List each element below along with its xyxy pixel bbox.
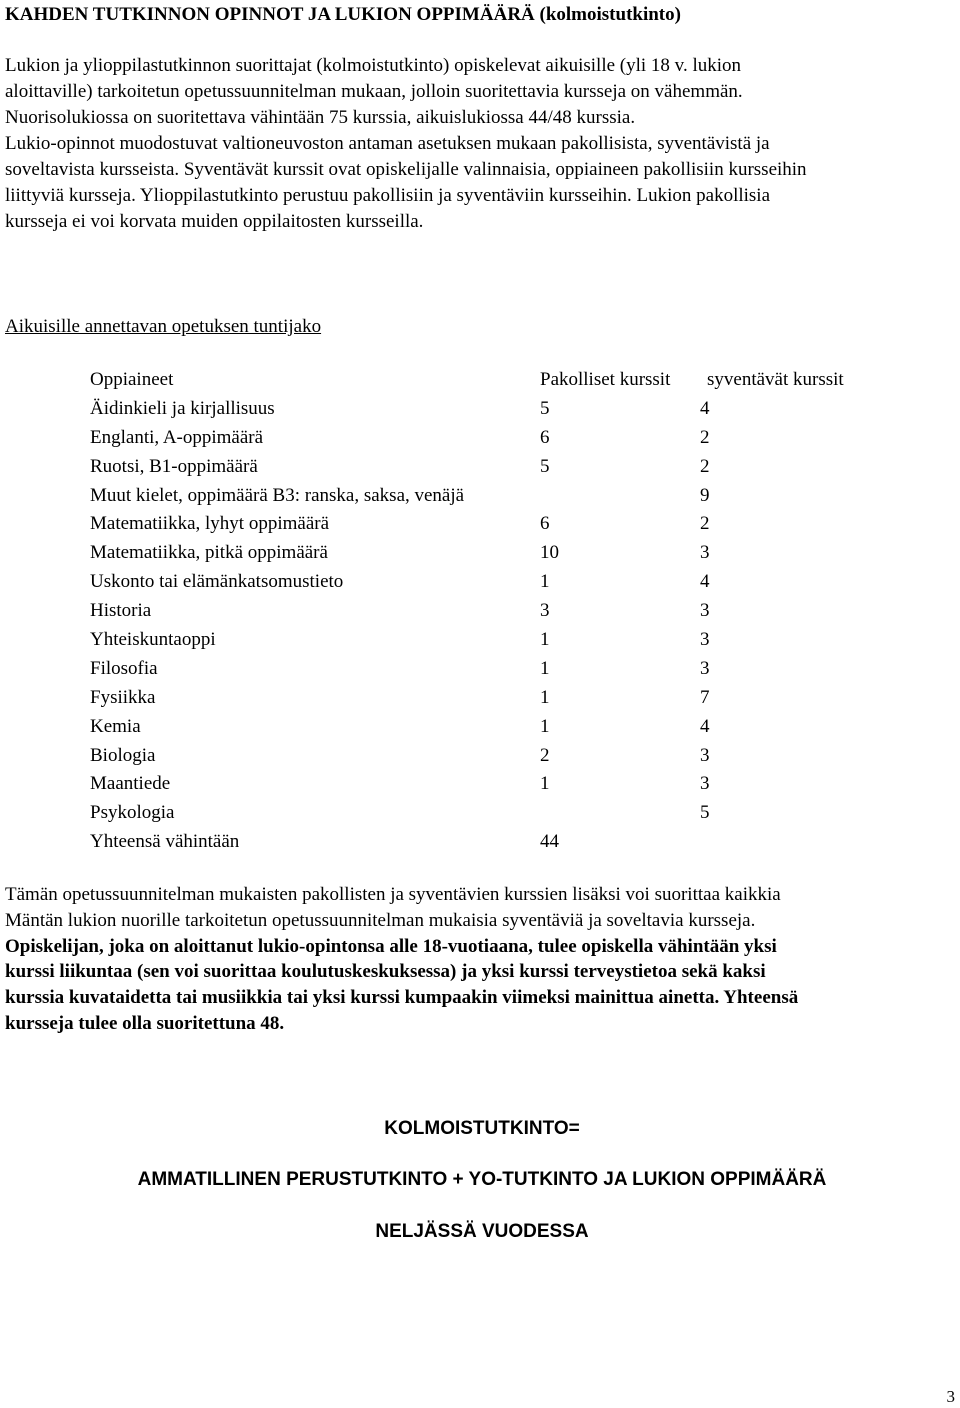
closing-line-3: NELJÄSSÄ VUODESSA (375, 1221, 589, 1242)
intro-line: kursseja ei voi korvata muiden oppilaitosten kursseilla. (5, 211, 424, 232)
cell-subject: Yhteensä vähintään (90, 831, 240, 853)
page-number: 3 (946, 1387, 955, 1406)
intro-line: aloittaville) tarkoitetun opetussuunnitelman mukaan, jolloin suoritettavia kursseja on vähemmän. (5, 81, 743, 102)
table-row (90, 568, 910, 597)
footer-bold-line: kurssi liikuntaa (sen voi suorittaa koulutuskeskuksessa) ja yksi kurssi terveystietoa sekä kaksi (5, 961, 766, 983)
cell-mandatory: 5 (540, 455, 550, 477)
table-row (90, 655, 910, 684)
table-row (90, 424, 910, 453)
intro-line: Nuorisolukiossa on suoritettava vähintään 75 kurssia, aikuislukiossa 44/48 kurssia. (5, 107, 636, 128)
table-row (90, 482, 910, 511)
intro-paragraph (5, 53, 955, 235)
cell-subject: Maantiede (90, 773, 171, 795)
header-mandatory: Pakolliset kurssit (540, 369, 671, 390)
cell-subject: Historia (90, 600, 152, 622)
cell-mandatory: 1 (540, 629, 550, 651)
cell-subject: Matematiikka, pitkä oppimäärä (90, 542, 328, 564)
cell-subject: Uskonto tai elämänkatsomustieto (90, 571, 344, 593)
footer-text (5, 882, 955, 1037)
cell-subject: Yhteiskuntaoppi (90, 629, 216, 651)
cell-specialized: 9 (700, 484, 710, 506)
cell-specialized: 7 (700, 686, 710, 708)
cell-specialized: 2 (700, 426, 710, 448)
table-row (90, 626, 910, 655)
table-row (90, 539, 910, 568)
table-header-row (90, 366, 910, 395)
footer-bold-line: kursseja tulee olla suoritettuna 48. (5, 1012, 285, 1034)
cell-specialized: 4 (700, 715, 710, 737)
table-row (90, 770, 910, 799)
cell-mandatory: 1 (540, 773, 550, 795)
intro-line: Lukion ja ylioppilastutkinnon suorittajat (kolmoistutkinto) opiskelevat aikuisille (yli 18 v. lukion (5, 55, 741, 76)
intro-line: soveltavista kursseista. Syventävät kurssit ovat opiskelijalle valinnaisia, oppiaineen pakollisiin kursseihin (5, 159, 807, 180)
cell-specialized: 3 (700, 542, 710, 564)
cell-subject: Ruotsi, B1-oppimäärä (90, 455, 258, 477)
intro-line: liittyviä kursseja. Ylioppilastutkinto perustuu pakollisiin ja syventäviin kursseihin. Lukion pakollisia (5, 185, 771, 206)
cell-subject: Biologia (90, 744, 156, 766)
course-table (90, 366, 910, 857)
cell-specialized: 3 (700, 773, 710, 795)
table-row (90, 510, 910, 539)
cell-mandatory: 1 (540, 715, 550, 737)
document-title: KAHDEN TUTKINNON OPINNOT JA LUKION OPPIMÄÄRÄ (kolmoistutkinto) (5, 4, 681, 25)
footer-line: Tämän opetussuunnitelman mukaisten pakollisten ja syventävien kurssien lisäksi voi suorittaa kaikkia (5, 884, 781, 905)
cell-mandatory: 6 (540, 426, 550, 448)
header-subject: Oppiaineet (90, 369, 174, 390)
cell-subject: Psykologia (90, 802, 175, 824)
table-row (90, 713, 910, 742)
closing-line-1: KOLMOISTUTKINTO= (384, 1118, 580, 1139)
table-row (90, 828, 910, 857)
cell-specialized: 3 (700, 600, 710, 622)
cell-subject: Muut kielet, oppimäärä B3: ranska, saksa, venäjä (90, 484, 465, 506)
table-row (90, 597, 910, 626)
table-row (90, 684, 910, 713)
cell-mandatory: 3 (540, 600, 550, 622)
header-specialized: syventävät kurssit (707, 369, 844, 390)
cell-subject: Kemia (90, 715, 141, 737)
cell-mandatory: 2 (540, 744, 550, 766)
cell-subject: Filosofia (90, 657, 158, 679)
cell-specialized: 5 (700, 802, 710, 824)
cell-mandatory: 1 (540, 571, 550, 593)
footer-bold-line: Opiskelijan, joka on aloittanut lukio-opintonsa alle 18-vuotiaana, tulee opiskella vähintään yksi (5, 935, 777, 957)
cell-subject: Matematiikka, lyhyt oppimäärä (90, 513, 330, 535)
cell-specialized: 4 (700, 571, 710, 593)
cell-subject: Fysiikka (90, 686, 156, 708)
footer-line: Mäntän lukion nuorille tarkoitetun opetussuunnitelman mukaisia syventäviä ja soveltavia kursseja. (5, 909, 756, 931)
footer-bold-line: kurssia kuvataidetta tai musiikkia tai yksi kurssi kumpaakin viimeksi mainittua ainetta. Yhteensä (5, 987, 799, 1009)
cell-mandatory: 10 (540, 542, 559, 564)
cell-specialized: 2 (700, 513, 710, 535)
table-row (90, 799, 910, 828)
table-row (90, 395, 910, 424)
closing-line-2: AMMATILLINEN PERUSTUTKINTO + YO-TUTKINTO JA LUKION OPPIMÄÄRÄ (137, 1169, 827, 1190)
cell-specialized: 3 (700, 744, 710, 766)
cell-mandatory: 1 (540, 686, 550, 708)
cell-subject: Englanti, A-oppimäärä (90, 426, 264, 448)
section-heading: Aikuisille annettavan opetuksen tuntijako (5, 316, 322, 337)
cell-mandatory: 1 (540, 657, 550, 679)
cell-subject: Äidinkieli ja kirjallisuus (90, 397, 275, 419)
intro-line: Lukio-opinnot muodostuvat valtioneuvoston antaman asetuksen mukaan pakollisista, syventävistä ja (5, 133, 770, 154)
cell-mandatory: 6 (540, 513, 550, 535)
cell-specialized: 3 (700, 629, 710, 651)
table-row (90, 453, 910, 482)
cell-specialized: 4 (700, 397, 710, 419)
cell-specialized: 3 (700, 657, 710, 679)
cell-mandatory: 44 (540, 831, 559, 853)
table-body (90, 395, 910, 857)
cell-specialized: 2 (700, 455, 710, 477)
cell-mandatory: 5 (540, 397, 550, 419)
table-row (90, 742, 910, 771)
